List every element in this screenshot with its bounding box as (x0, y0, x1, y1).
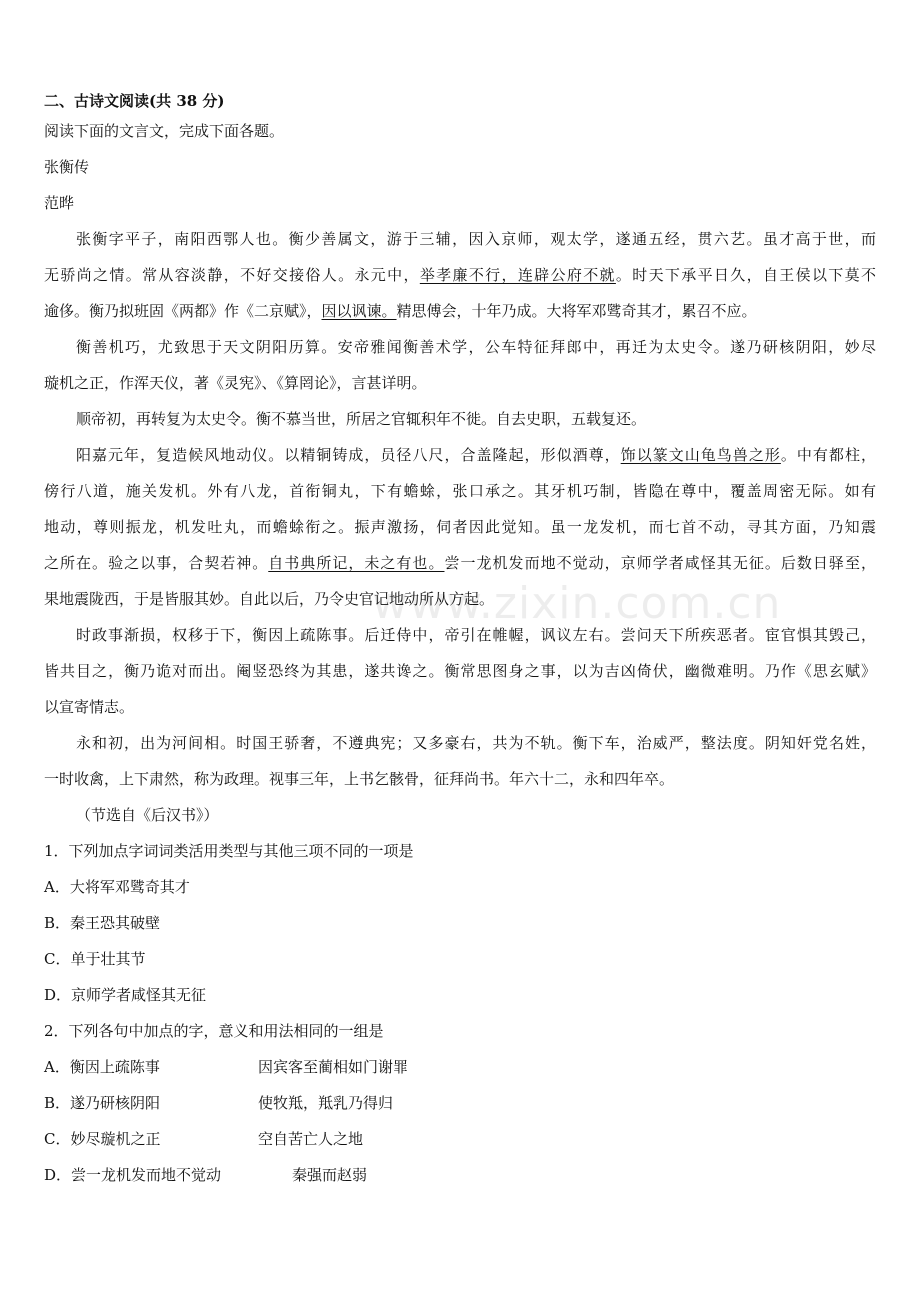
underlined-phrase: 因以讽谏。 (321, 302, 397, 320)
paragraph-3-line-1: 顺帝初，再转复为太史令。衡不慕当世，所居之官辄积年不徙。自去史职，五载复还。 (76, 410, 647, 428)
question-2-option-d (44, 1165, 876, 1185)
option-sentence-1: A．衡因上疏陈事 (44, 1058, 160, 1076)
option-sentence-1: B．遂乃研核阴阳 (44, 1094, 161, 1112)
section-title: 二、古诗文阅读(共 38 分) (44, 92, 225, 110)
question-1-option-b: B．秦王恐其破壁 (44, 914, 161, 932)
underlined-phrase: 饰以篆文山龟鸟兽之形 (620, 446, 781, 464)
paragraph-5-line-3: 以宣寄情志。 (44, 698, 135, 716)
instruction-text: 阅读下面的文言文，完成下面各题。 (44, 122, 285, 140)
p1-l3-text-a: 逾侈。衡乃拟班固《两都》作《二京赋》， (44, 302, 322, 320)
option-sentence-2: 因宾客至蔺相如门谢罪 (258, 1058, 409, 1076)
paragraph-5-line-1: 时政事渐损，权移于下，衡因上疏陈事。后迁侍中，帝引在帷幄，讽议左右。尝问天下所疾恶者。宦官惧其毁己， (76, 626, 876, 644)
p1-l3-text-b: 精思傅会，十年乃成。大将军邓骘奇其才，累召不应。 (396, 302, 757, 320)
paragraph-4-line-3: 地动，尊则振龙，机发吐丸，而蟾蜍衔之。振声激扬，伺者因此觉知。虽一龙发机，而七首不动，寻其方面，乃知震 (44, 518, 876, 536)
question-2-option-a (44, 1057, 876, 1077)
paragraph-1-line-2 (44, 265, 876, 285)
question-2-option-b (44, 1093, 876, 1113)
question-1-option-c: C．单于壮其节 (44, 950, 146, 968)
underlined-phrase: 举孝廉不行，连辟公府不就 (419, 266, 616, 284)
watermark: www.zixin.com.cn (372, 578, 782, 629)
option-sentence-1: D．尝一龙机发而地不觉动 (44, 1166, 222, 1184)
source-note: （节选自《后汉书》） (76, 806, 219, 824)
paragraph-5-line-2: 皆共目之，衡乃诡对而出。阉竖恐终为其患，遂共谗之。衡常思图身之事，以为吉凶倚伏，幽微难明。乃作《思玄赋》 (44, 662, 876, 680)
p4-l1-text-a: 阳嘉元年，复造候风地动仪。以精铜铸成，员径八尺，合盖隆起，形似酒尊， (76, 446, 621, 464)
paragraph-6-line-2: 一时收禽，上下肃然，称为政理。视事三年，上书乞骸骨，征拜尚书。年六十二，永和四年卒。 (44, 770, 675, 788)
question-1-option-d: D．京师学者咸怪其无征 (44, 986, 207, 1004)
paragraph-4-line-4 (44, 553, 876, 573)
paragraph-1-line-1: 张衡字平子，南阳西鄂人也。衡少善属文，游于三辅，因入京师，观太学，遂通五经，贯六艺。虽才高于世，而 (76, 230, 876, 248)
option-sentence-1: C．妙尽璇机之正 (44, 1130, 161, 1148)
option-sentence-2: 空自苦亡人之地 (258, 1130, 364, 1148)
paragraph-4-line-2: 傍行八道，施关发机。外有八龙，首衔铜丸，下有蟾蜍，张口承之。其牙机巧制，皆隐在尊中，覆盖周密无际。如有 (44, 482, 876, 500)
paragraph-2-line-2: 璇机之正，作浑天仪，著《灵宪》、《算罔论》，言甚详明。 (44, 374, 427, 392)
p4-l4-text-b: 尝一龙机发而地不觉动，京师学者咸怪其无征。后数日驿至， (444, 554, 876, 572)
article-author: 范晔 (44, 194, 75, 212)
underlined-phrase: 自书典所记，未之有也。 (268, 554, 445, 572)
paragraph-4-line-5: 果地震陇西，于是皆服其妙。自此以后，乃令史官记地动所从方起。 (44, 590, 495, 608)
question-1-stem: 1．下列加点字词词类活用类型与其他三项不同的一项是 (44, 842, 414, 860)
option-sentence-2: 使牧羝，羝乳乃得归 (258, 1094, 394, 1112)
option-sentence-2: 秦强而赵弱 (292, 1166, 368, 1184)
paragraph-2-line-1: 衡善机巧，尤致思于天文阴阳历算。安帝雅闻衡善术学，公车特征拜郎中，再迁为太史令。遂乃研核阴阳，妙尽 (76, 338, 876, 356)
question-2-stem: 2．下列各句中加点的字，意义和用法相同的一组是 (44, 1022, 384, 1040)
paragraph-1-line-3 (44, 301, 757, 321)
article-title: 张衡传 (44, 158, 90, 176)
question-1-option-a: A．大将军邓骘奇其才 (44, 878, 190, 896)
paragraph-6-line-1: 永和初，出为河间相。时国王骄奢，不遵典宪；又多豪右，共为不轨。衡下车，治威严，整法度。阴知奸党名姓， (76, 734, 876, 752)
p1-l2-text-a: 无骄尚之情。常从容淡静，不好交接俗人。永元中， (44, 266, 420, 284)
p4-l1-text-b: 。中有都柱， (780, 446, 876, 464)
p1-l2-text-b: 。时天下承平日久，自王侯以下莫不 (615, 266, 876, 284)
paragraph-4-line-1 (76, 445, 876, 465)
question-2-option-c (44, 1129, 876, 1149)
p4-l4-text-a: 之所在。验之以事，合契若神。 (44, 554, 269, 572)
